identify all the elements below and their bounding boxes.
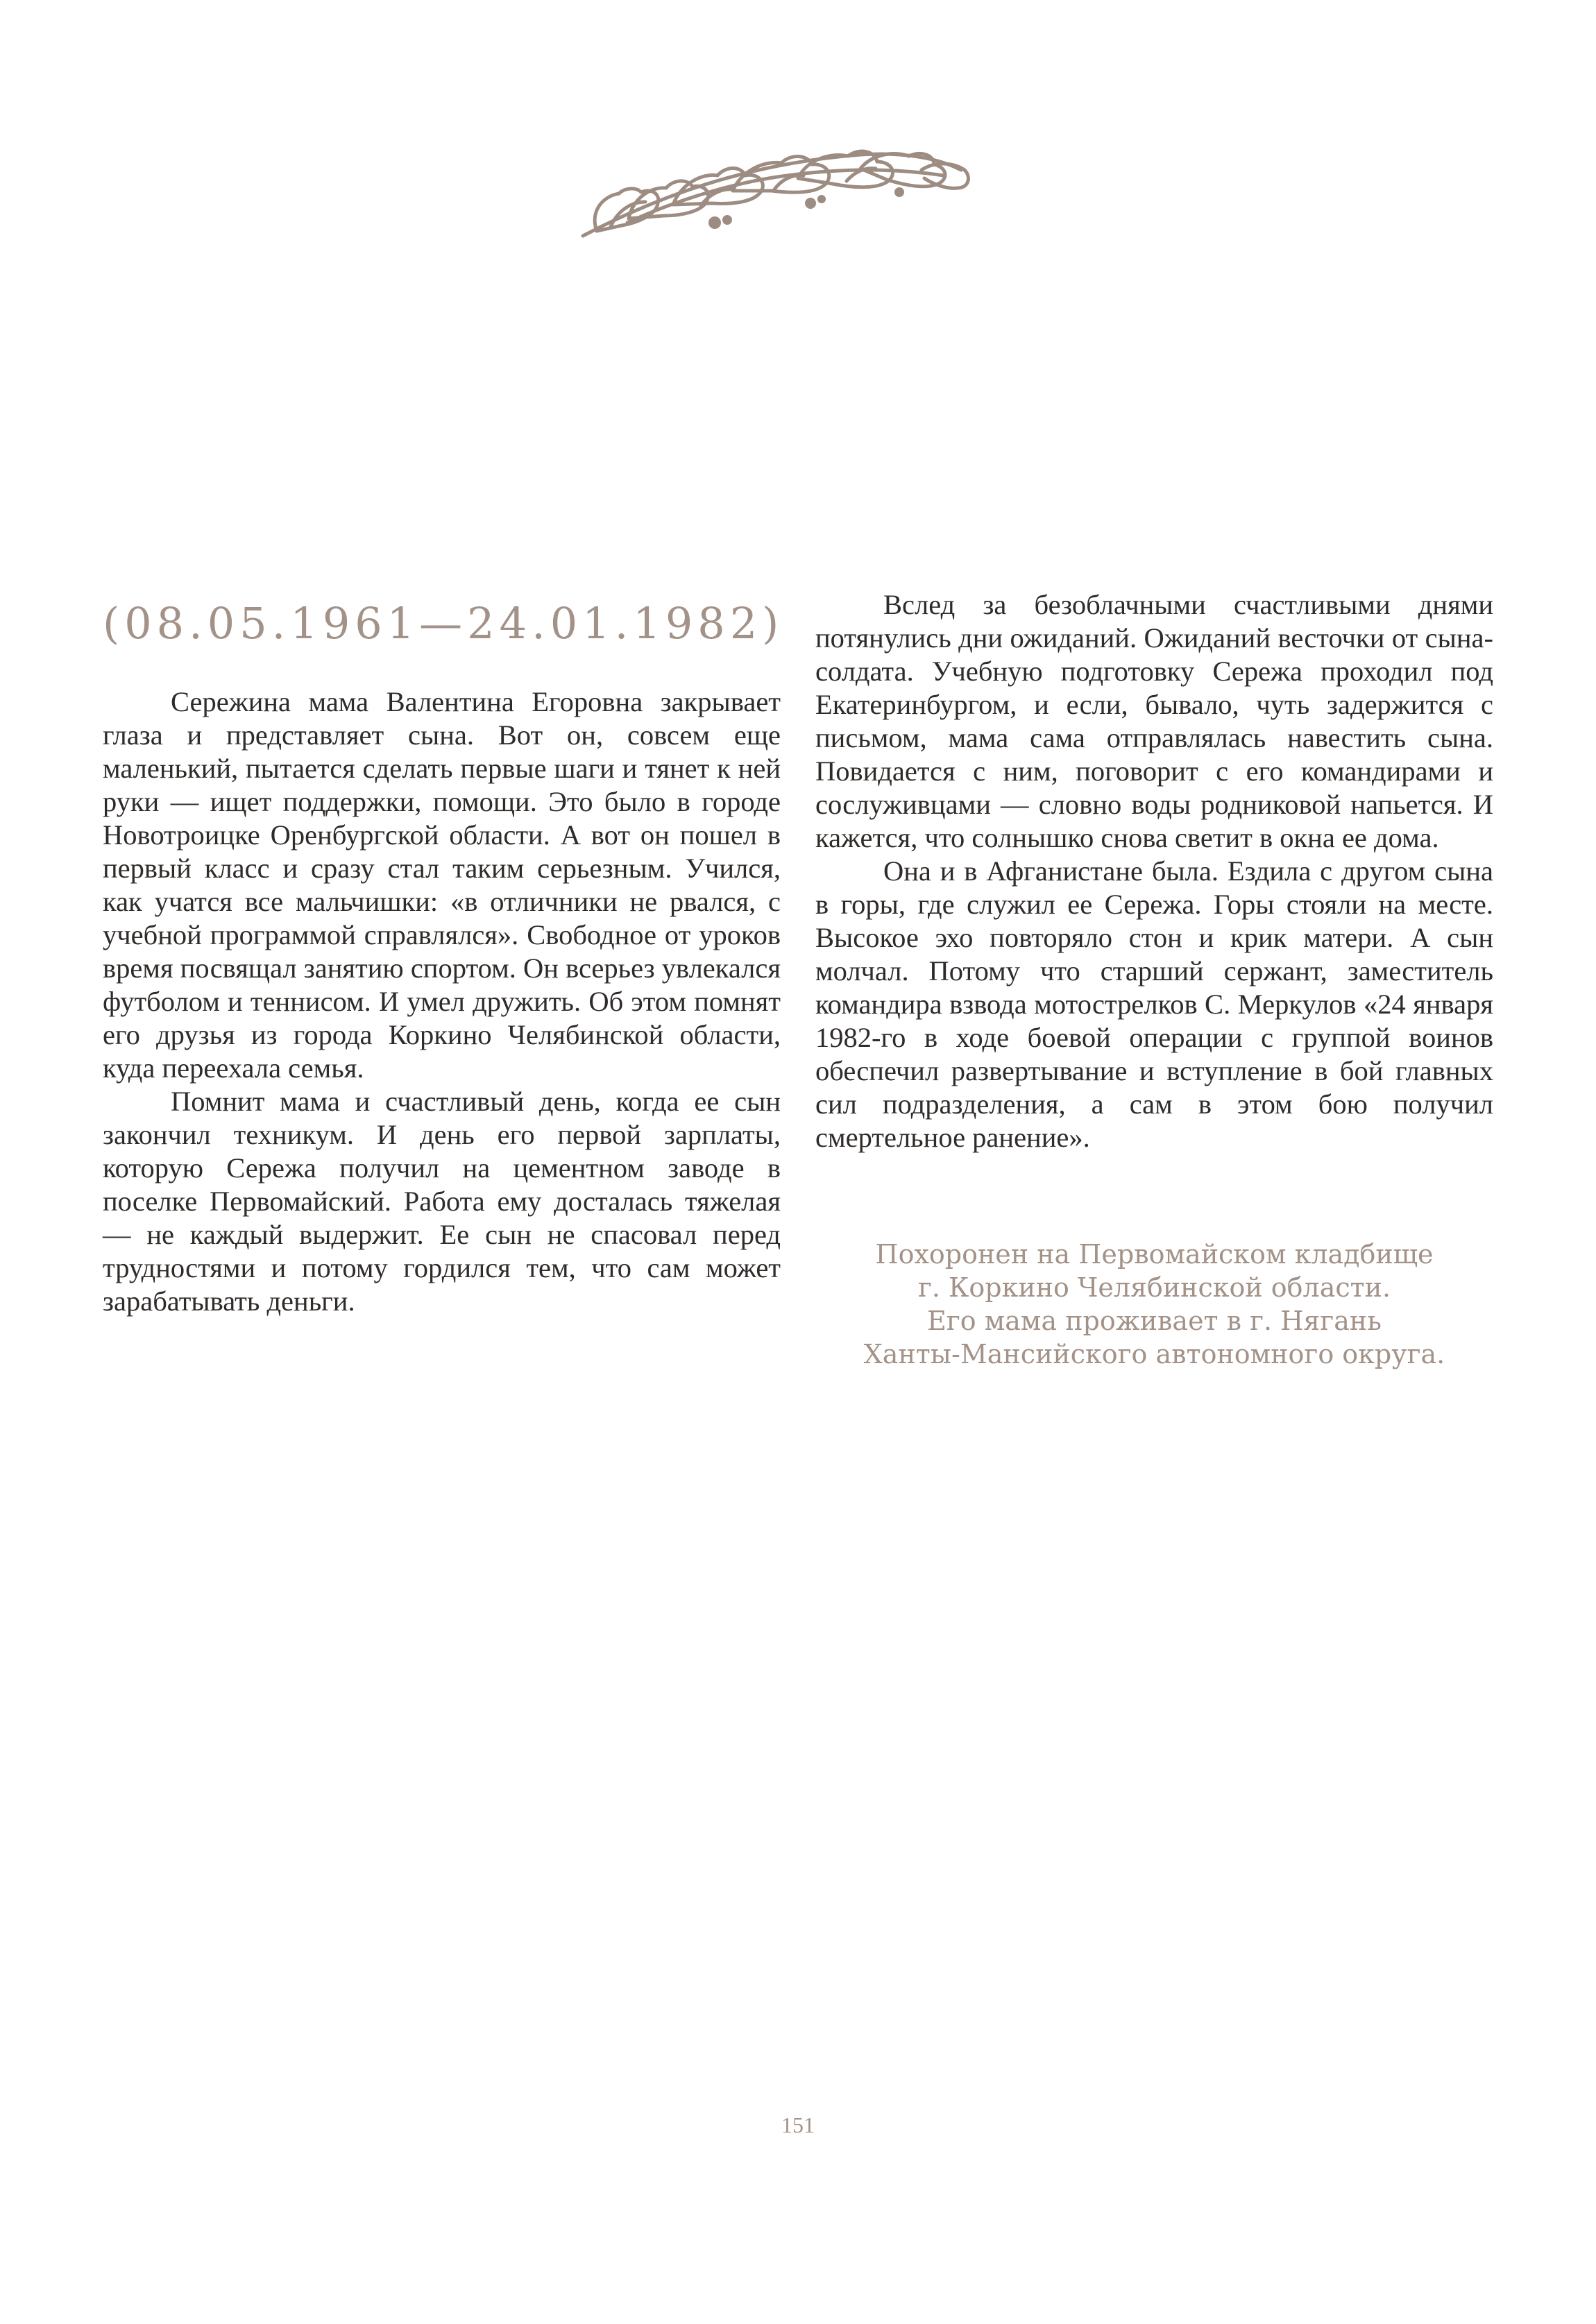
life-dates-heading: (08.05.1961—24.01.1982) — [103, 598, 784, 649]
paragraph: Она и в Афганистане была. Ездила с другом сына в горы, где служил ее Сережа. Горы стояли на месте. Высокое эхо повторяло стон и крик матери. А сын молчал. Потому что старший сержант, заместитель командира взвода мотострелков С. Меркулов «24 января 1982-го в ходе боевой операции с группой воинов обеспечил развертывание и вступление в бой главных сил подразделения, а сам в этом бою получил смертельное ранение». — [815, 855, 1493, 1153]
burial-note-line: Его мама проживает в г. Нягань — [927, 1306, 1382, 1336]
paragraph: Вслед за безоблачными счастливыми днями потянулись дни ожиданий. Ожиданий весточки от сына-солдата. Учебную подготовку Сережа проходил под Екатеринбургом, и если, бывало, чуть задержится с письмом, мама сама отправлялась навестить сына. Повидается с ним, поговорит с его командирами и сослуживцами — словно воды родниковой напьется. И кажется, что солнышко снова светит в окна ее дома. — [815, 589, 1493, 853]
oak-leaf-branch-icon — [569, 121, 978, 246]
page-number: 151 — [781, 2112, 815, 2137]
left-text-column — [103, 685, 781, 1318]
burial-note-line: Похоронен на Первомайском кладбище — [875, 1239, 1434, 1270]
burial-note — [815, 1238, 1493, 1371]
right-text-column — [815, 588, 1493, 1154]
paragraph: Сережина мама Валентина Егоровна закрывает глаза и представляет сына. Вот он, совсем еще маленький, пытается сделать первые шаги и тянет к ней руки — ищет поддержки, помощи. Это было в городе Новотроицке Оренбургской области. А вот он пошел в первый класс и сразу стал таким серьезным. Учился, как учатся все мальчишки: «в отличники не рвался, с учебной программой справлялся». Свободное от уроков время посвящал занятию спортом. Он всерьез увлекался футболом и теннисом. И умел дружить. Об этом помнят его друзья из города Коркино Челябинской области, куда переехала семья. — [103, 686, 781, 1084]
burial-note-line: г. Коркино Челябинской области. — [917, 1272, 1391, 1303]
burial-note-line: Ханты-Мансийского автономного округа. — [863, 1339, 1445, 1369]
paragraph: Помнит мама и счастливый день, когда ее сын закончил техникум. И день его первой зарплаты, которую Сережа получил на цементном заводе в поселке Первомайский. Работа ему досталась тяжелая — не каждый выдержит. Ее сын не спасовал перед трудностями и потому гордился тем, что сам может зарабатывать деньги. — [103, 1086, 781, 1317]
